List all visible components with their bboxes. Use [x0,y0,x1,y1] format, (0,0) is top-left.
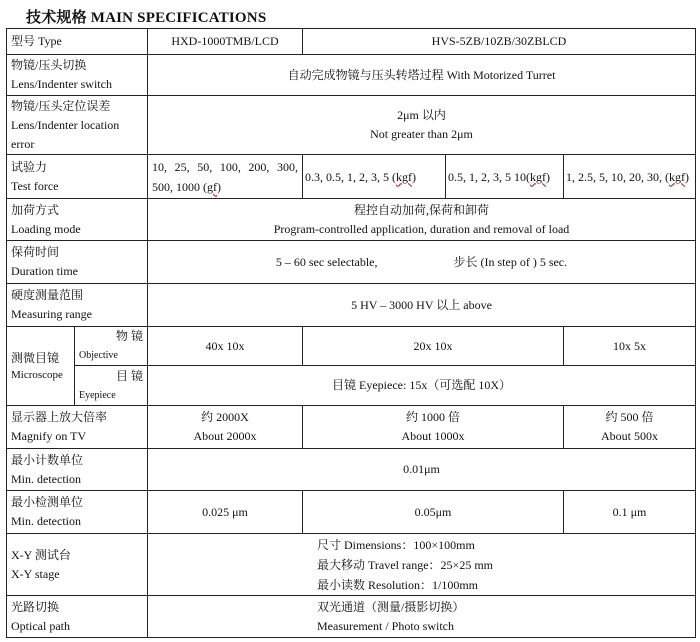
eyepiece-label: 目 镜 Eyepiece [75,366,148,406]
min-measure-value: 0.05μm [303,491,564,534]
spec-label: 加荷方式 Loading mode [7,199,148,241]
table-row [7,596,696,638]
spec-table [6,28,696,638]
table-row [7,406,696,449]
model-value: HVS-5ZB/10ZB/30ZBLCD [303,29,696,55]
test-force-value: 0.5, 1, 2, 3, 5 10(kgf) [446,155,564,199]
spec-label: 试验力 Test force [7,155,148,199]
table-row [7,327,696,366]
min-measure-value: 0.1 μm [564,491,696,534]
optical-value: 双光通道（测量/摄影切换） Measurement / Photo switch [148,596,696,638]
spec-label: 最小检测单位 Min. detection [7,491,148,534]
min-measure-value: 0.025 μm [148,491,303,534]
table-row [7,155,696,199]
table-row [7,366,696,406]
spec-label: 型号 Type [7,29,148,55]
test-force-value: 0.3, 0.5, 1, 2, 3, 5 (kgf) [303,155,446,199]
table-row [7,96,696,155]
objective-label: 物 镜 Objective [75,327,148,366]
table-row [7,29,696,55]
microscope-label: 测微目镜 Microscope [7,327,75,406]
spec-label: 保荷时间 Duration time [7,241,148,284]
spec-label: X-Y 测试台 X-Y stage [7,534,148,596]
magnify-value: 约 500 倍 About 500x [564,406,696,449]
spec-label: 最小计数单位 Min. detection [7,449,148,491]
eyepiece-value: 目镜 Eyepiece: 15x（可选配 10X） [148,366,696,406]
spec-label: 显示器上放大倍率 Magnify on TV [7,406,148,449]
spec-label: 物镜/压头定位误差 Lens/Indenter location error [7,96,148,155]
spec-label: 物镜/压头切换 Lens/Indenter switch [7,55,148,96]
model-value: HXD-1000TMB/LCD [148,29,303,55]
table-row [7,199,696,241]
magnify-value: 约 1000 倍 About 1000x [303,406,564,449]
spec-value: 2μm 以内 Not greater than 2μm [148,96,696,155]
test-force-value: 1, 2.5, 5, 10, 20, 30, (kgf) [564,155,696,199]
page-title: 技术规格 MAIN SPECIFICATIONS [26,10,267,26]
objective-value: 20x 10x [303,327,564,366]
table-row [7,55,696,96]
spec-value: 程控自动加荷,保荷和卸荷 Program-controlled application, duration and removal of load [148,199,696,241]
test-force-value: 10, 25, 50, 100, 200, 300, 500, 1000 (gf) [148,155,303,199]
table-row [7,449,696,491]
spec-value: 0.01μm [148,449,696,491]
objective-value: 10x 5x [564,327,696,366]
spec-value: 自动完成物镜与压头转塔过程 With Motorized Turret [148,55,696,96]
table-row [7,241,696,284]
spec-value: 5 – 60 sec selectable, 步长 (In step of ) 5 sec. [148,241,696,284]
table-row [7,534,696,596]
stage-value: 尺寸 Dimensions：100×100mm 最大移动 Travel range：25×25 mm 最小读数 Resolution：1/100mm [148,534,696,596]
objective-value: 40x 10x [148,327,303,366]
spec-label: 光路切换 Optical path [7,596,148,638]
spec-value: 5 HV – 3000 HV 以上 above [148,284,696,327]
spec-label: 硬度测量范围 Measuring range [7,284,148,327]
table-row [7,284,696,327]
table-row [7,491,696,534]
magnify-value: 约 2000X About 2000x [148,406,303,449]
